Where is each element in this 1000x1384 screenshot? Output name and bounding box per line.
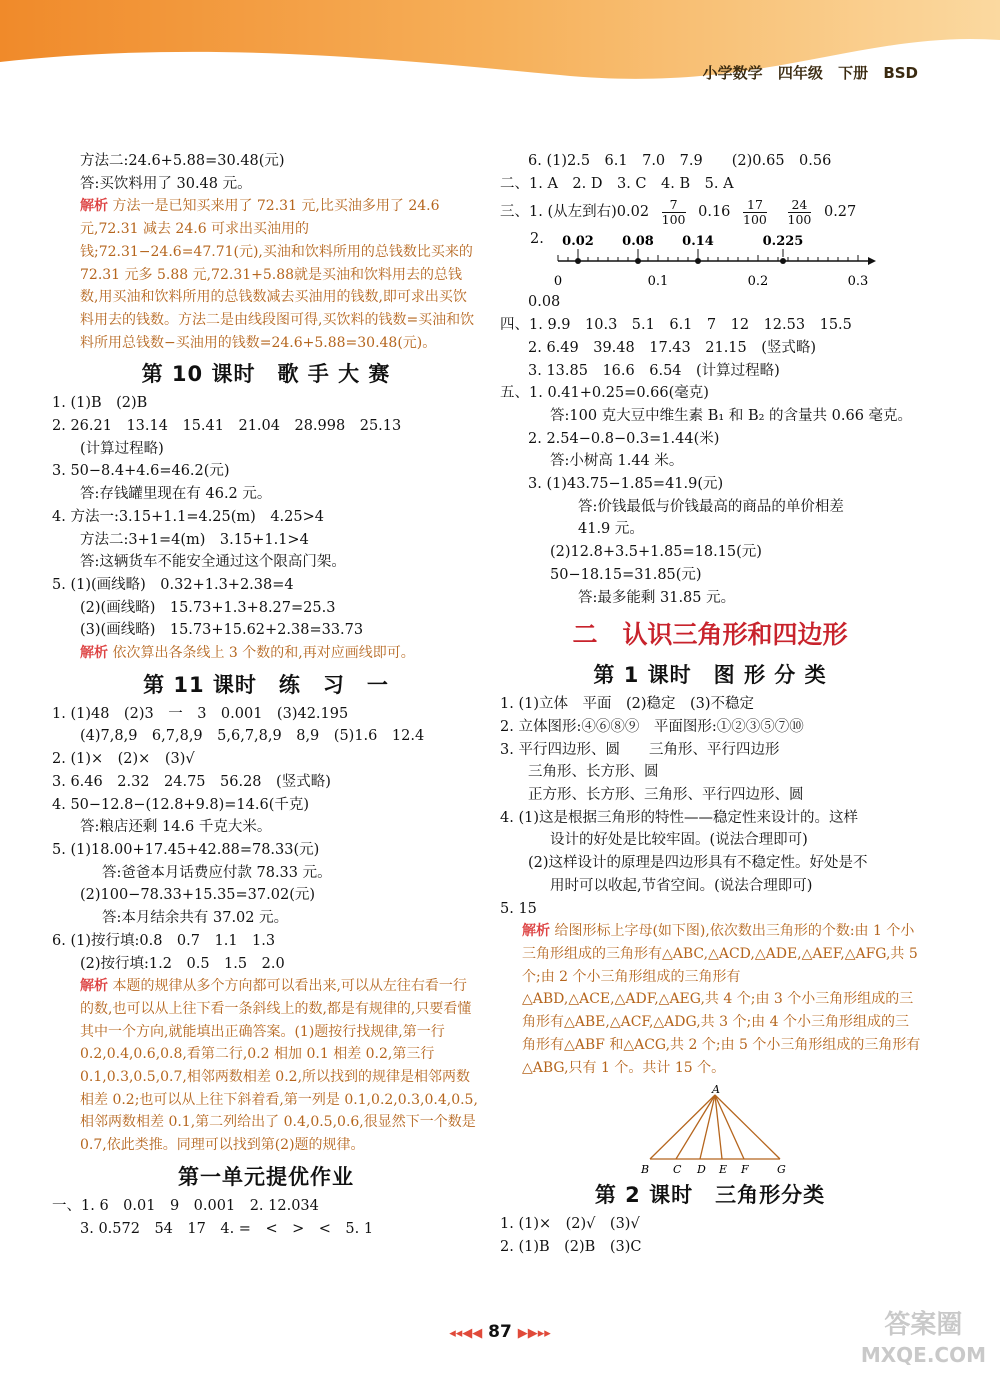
answer-line: 3. 0.572 54 17 4. = < > < 5. 1	[80, 1220, 374, 1237]
answer-line: 答:爸爸本月话费应付款 78.33 元。	[102, 864, 332, 881]
answer-line: 4. 方法一:3.15+1.1=4.25(m) 4.25>4	[52, 508, 324, 525]
answer-line: 2. (1)B (2)B (3)C	[500, 1238, 642, 1255]
answer-text: 三、1. (从左到右)0.02	[500, 204, 650, 221]
answer-line: 答:小树高 1.44 米。	[550, 453, 684, 470]
explanation	[52, 975, 480, 1157]
explanation-label: 解析	[80, 645, 108, 662]
explanation-text: 给图形标上字母(如下图),依次数出三角形的个数:由 1 个小三角形组成的三角形有△ABC,△ACD,△ADE,△AEF,△AFG,共 5 个;由 2 个小三角形组成的三角形有△ABD,△ACE,△ADF,△AEG,共 4 个;由 3 个小三角形组成的三角形有△ABE,△ACF,△ADG,共 3 个;由 4 个小三角形组成的三角形有△ABF 和△ACG,共 2 个;由 5 个小三角形组成的三角形有△ABG,只有 1 个。共计 15 个。	[522, 923, 921, 1076]
answer-line: 答:粮店还剩 14.6 千克大米。	[80, 819, 272, 836]
explanation-label: 解析	[80, 978, 108, 995]
point-label: 0.08	[622, 234, 654, 250]
answer-line: (2)12.8+3.5+1.85=18.15(元)	[550, 544, 762, 561]
answer-line: 0.08	[528, 294, 561, 311]
explanation-text: 依次算出各条线上 3 个数的和,再对应画线即可。	[112, 645, 415, 662]
point-label: 0.02	[562, 234, 594, 250]
tick-label: 0.3	[847, 274, 869, 290]
answer-line: 6. (1)2.5 6.1 7.0 7.9 (2)0.65 0.56	[528, 153, 832, 169]
denominator: 100	[661, 211, 686, 227]
vertex-label: B	[641, 1163, 650, 1176]
answer-line: 2. (1)× (2)× (3)√	[52, 751, 195, 768]
header-subject: 小学数学	[702, 64, 763, 82]
answer-line: 方法二:3+1=4(m) 3.15+1.1>4	[80, 531, 309, 548]
answer-line: 6. (1)按行填:0.8 0.7 1.1 1.3	[52, 932, 276, 949]
unit-title: 二 认识三角形和四边形	[572, 620, 848, 650]
answer-line: 2. 立体图形:④⑥⑧⑨ 平面图形:①②③⑤⑦⑩	[500, 718, 804, 735]
lesson-title: 第 11 课时 练 习 一	[143, 672, 389, 697]
tick-label: 0.1	[647, 274, 669, 290]
number-line	[550, 231, 930, 291]
answer-line: 5. 15	[500, 900, 537, 917]
answer-line: 3. 6.46 2.32 24.75 56.28 (竖式略)	[52, 773, 331, 790]
page-number-area	[400, 1322, 600, 1342]
book-header	[703, 62, 918, 83]
answer-line: 2. 6.49 39.48 17.43 21.15 (竖式略)	[528, 339, 817, 356]
answer-line: 1. (1)B (2)B	[52, 395, 148, 412]
triangle-edge	[715, 1095, 722, 1159]
vertex-label: E	[719, 1163, 728, 1176]
answer-line: 正方形、长方形、三角形、平行四边形、圆	[528, 787, 804, 804]
fraction	[662, 198, 686, 227]
answer-line: (2)这样设计的原理是四边形具有不稳定性。好处是不	[528, 855, 868, 872]
header-volume: 下册	[838, 64, 869, 82]
triangle-figure	[640, 1083, 800, 1175]
explanation-label: 解析	[522, 923, 550, 940]
left-column	[52, 150, 480, 1240]
tick-label: 0	[553, 274, 563, 290]
vertex-label: D	[697, 1163, 706, 1176]
answer-line: 41.9 元。	[578, 521, 644, 538]
vertex-label: G	[777, 1163, 786, 1176]
answer-line: 答:这辆货车不能安全通过这个限高门架。	[80, 554, 346, 571]
explanation	[52, 195, 480, 354]
answer-line: 答:本月结余共有 37.02 元。	[102, 910, 289, 927]
header-banner	[0, 0, 1000, 110]
number-line-figure	[500, 231, 920, 291]
answer-line: 50−18.15=31.85(元)	[550, 566, 702, 583]
answer-line: 四、1. 9.9 10.3 5.1 6.1 7 12 12.53 15.5	[500, 317, 852, 334]
point-label: 0.14	[682, 234, 714, 250]
header-grade: 四年级	[777, 64, 823, 82]
fraction-answer-line	[500, 195, 920, 229]
answer-line: 二、1. A 2. D 3. C 4. B 5. A	[500, 175, 734, 192]
denominator: 100	[787, 211, 812, 227]
answer-line: (3)(画线略) 15.73+15.62+2.38=33.73	[80, 622, 364, 639]
watermark	[861, 1310, 986, 1370]
numerator: 17	[743, 198, 767, 213]
answer-line: (计算过程略)	[80, 440, 164, 457]
answer-line: (4)7,8,9 6,7,8,9 5,6,7,8,9 8,9 (5)1.6 12.4	[80, 728, 425, 745]
watermark-line2: MXQE.COM	[860, 1343, 986, 1367]
explanation	[500, 920, 922, 1079]
answer-line: 4. 50−12.8−(12.8+9.8)=14.6(千克)	[52, 796, 310, 813]
answer-line: 3. 50−8.4+4.6=46.2(元)	[52, 463, 230, 480]
tick-label: 0.2	[747, 274, 769, 290]
point-marker	[780, 258, 786, 264]
question-number: 2.	[530, 231, 544, 248]
answer-line: 1. (1)48 (2)3 一 3 0.001 (3)42.195	[52, 705, 349, 722]
numerator: 7	[662, 198, 686, 213]
answer-line: 答:买饮料用了 30.48 元。	[80, 175, 252, 192]
point-marker	[695, 258, 701, 264]
left-arrows-icon: ◂◂◀◀	[449, 1326, 483, 1341]
answer-line: 3. (1)43.75−1.85=41.9(元)	[528, 476, 724, 493]
answer-line: (2)100−78.33+15.35=37.02(元)	[80, 887, 316, 904]
answer-text: 0.27	[823, 204, 857, 221]
answer-line: 答:100 克大豆中维生素 B₁ 和 B₂ 的含量共 0.66 毫克。	[550, 407, 913, 424]
answer-line: 5. (1)(画线略) 0.32+1.3+2.38=4	[52, 576, 294, 593]
lesson-title: 第 1 课时 图 形 分 类	[593, 663, 827, 688]
answer-line: 答:价钱最低与价钱最高的商品的单价相差	[578, 498, 844, 515]
answer-line: 答:存钱罐里现在有 46.2 元。	[80, 486, 272, 503]
answer-line: (2)(画线略) 15.73+1.3+8.27=25.3	[80, 599, 336, 616]
unit-review-title: 第一单元提优作业	[178, 1164, 354, 1189]
lesson-title: 第 2 课时 三角形分类	[594, 1183, 826, 1208]
vertex-label: F	[741, 1163, 749, 1176]
axis-arrow	[868, 257, 876, 265]
answer-line: 3. 平行四边形、圆 三角形、平行四边形	[500, 741, 780, 758]
answer-line: 4. (1)这是根据三角形的特性——稳定性来设计的。这样	[500, 809, 858, 826]
answer-line: 3. 13.85 16.6 6.54 (计算过程略)	[528, 362, 780, 379]
answer-line: 1. (1)立体 平面 (2)稳定 (3)不稳定	[500, 696, 755, 713]
triangle-edge	[715, 1095, 780, 1159]
answer-line: 一、1. 6 0.01 9 0.001 2. 12.034	[52, 1197, 319, 1214]
fraction	[788, 198, 812, 227]
triangle-edge	[700, 1095, 715, 1159]
answer-text: 0.16	[698, 204, 731, 221]
answer-line: 三角形、长方形、圆	[528, 764, 659, 781]
right-column	[500, 150, 920, 1259]
answer-line: 设计的好处是比较牢固。(说法合理即可)	[550, 832, 808, 849]
vertex-label: C	[673, 1163, 682, 1176]
answer-line: 1. (1)× (2)√ (3)√	[500, 1216, 640, 1233]
triangle-edge	[715, 1095, 744, 1159]
answer-line: 2. 2.54−0.8−0.3=1.44(米)	[528, 430, 720, 447]
vertex-label: A	[712, 1083, 720, 1097]
lesson-title: 第 10 课时 歌 手 大 赛	[141, 362, 391, 387]
answer-line: 五、1. 0.41+0.25=0.66(毫克)	[500, 385, 709, 402]
point-marker	[575, 258, 581, 264]
header-edition: BSD	[883, 64, 918, 82]
answer-line: 答:最多能剩 31.85 元。	[578, 589, 736, 606]
explanation-text: 本题的规律从多个方向都可以看出来,可以从左往右看一行的数,也可以从上往下看一条斜线上的数,都是有规律的,只要看懂其中一个方向,就能填出正确答案。(1)题按行找规律,第一行 0.2,0.4,0.6,0.8,看第二行,0.2 相加 0.1 相差 0.2,第三行 0.1,0.3,0.5,0.7,相邻两数相差 0.2,所以找到的规律是相邻两数相差 0.2;也可以从上往下斜着看,第一列是 0.1,0.2,0.3,0.4,0.5,相邻两数相差 0.1,第二列给出了 0.4,0.5,0.6,很显然下一个数是 0.7,依此类推。同理可以找到第(2)题的规律。	[80, 978, 478, 1154]
point-label: 0.225	[762, 234, 804, 250]
answer-line: 5. (1)18.00+17.45+42.88=78.33(元)	[52, 841, 320, 858]
numerator: 24	[788, 198, 812, 213]
watermark-line1: 答案圈	[884, 1310, 963, 1340]
fraction	[743, 198, 767, 227]
explanation-label: 解析	[80, 198, 108, 215]
right-arrows-icon: ▶▶▸▸	[517, 1326, 551, 1341]
answer-line: (2)按行填:1.2 0.5 1.5 2.0	[80, 955, 285, 972]
answer-line: 方法二:24.6+5.88=30.48(元)	[80, 153, 285, 169]
explanation-text: 方法一是已知买来用了 72.31 元,比买油多用了 24.6 元,72.31 减去 24.6 可求出买油用的钱;72.31−24.6=47.71(元),买油和饮料所用的总钱数比买来的 72.31 元多 5.88 元,72.31+5.88就是买油和饮料用去的总钱数,用买油和饮料所用的总钱数减去买油用的钱数,即可求出买饮料用去的钱数。方法二是由线段图可得,买饮料的钱数=买油和饮料所用总钱数−买油用的钱数=24.6+5.88=30.48(元)。	[80, 198, 475, 351]
answer-line: 用时可以收起,节省空间。(说法合理即可)	[550, 877, 813, 894]
denominator: 100	[743, 211, 767, 227]
answer-line: 2. 26.21 13.14 15.41 21.04 28.998 25.13	[52, 418, 402, 435]
explanation	[52, 642, 480, 665]
page-number: 87	[488, 1322, 512, 1342]
point-marker	[635, 258, 641, 264]
